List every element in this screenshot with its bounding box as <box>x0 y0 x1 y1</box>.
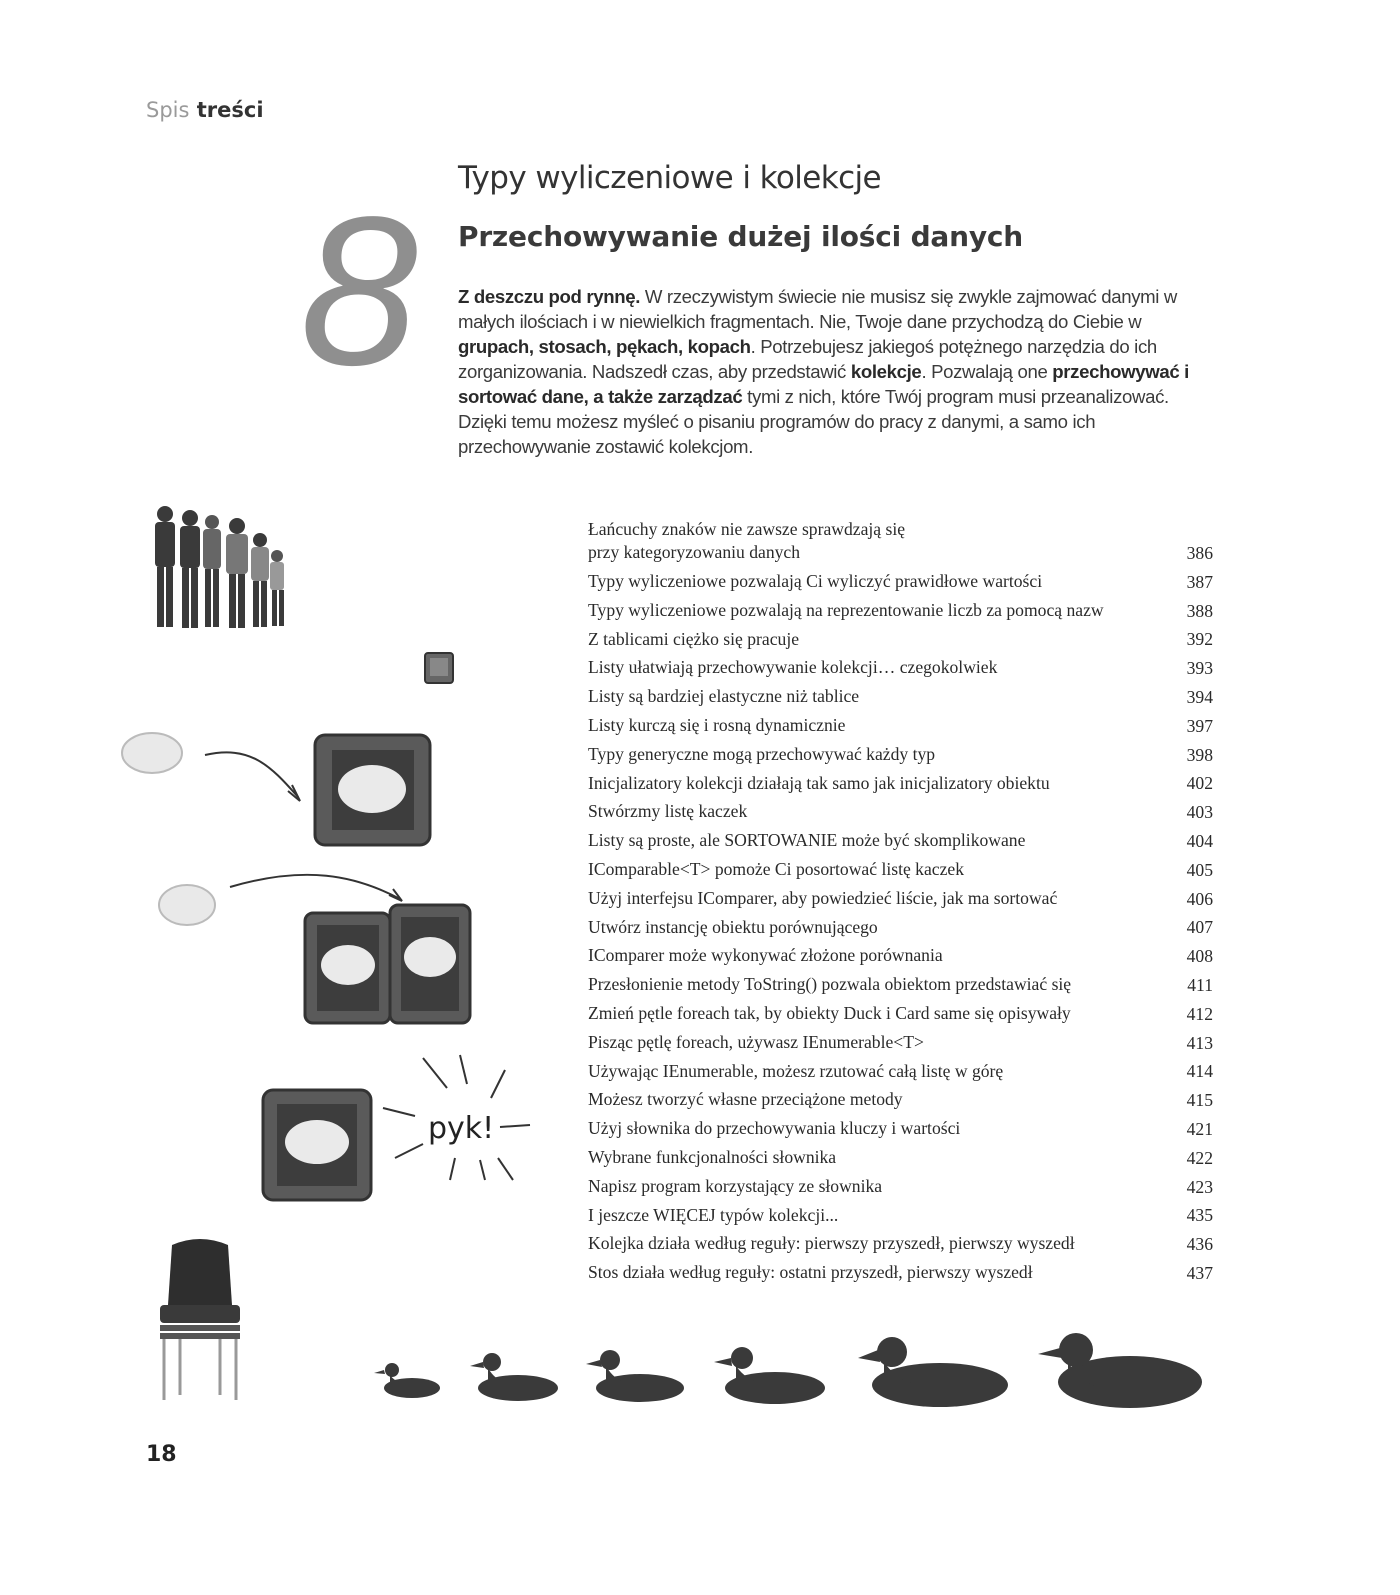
toc-entry <box>588 625 1213 654</box>
toc-entry <box>588 1085 1213 1114</box>
toc-entry-title: Utwórz instancję obiektu porównującego <box>588 916 878 937</box>
toc-entry <box>588 999 1213 1028</box>
toc-entry-page: 408 <box>1186 946 1213 967</box>
toc-entry-title: Łańcuchy znaków nie zawsze sprawdzają się przy kategoryzowaniu danych <box>588 519 906 562</box>
popping-box-illustration <box>255 1050 545 1205</box>
duck-4 <box>714 1347 825 1404</box>
toc-entry-page: 421 <box>1186 1118 1213 1139</box>
chapter-subtitle: Przechowywanie dużej ilości danych <box>458 220 1024 253</box>
toc-entry <box>588 1201 1213 1230</box>
toc-entry-page: 422 <box>1186 1147 1213 1168</box>
toc-entry-title: IComparable<T> pomoże Ci posortować listę kaczek <box>588 858 964 879</box>
toc-entry-page: 404 <box>1186 830 1213 851</box>
toc-entry-page: 403 <box>1186 802 1213 823</box>
toc-entry <box>588 797 1213 826</box>
header-word-1: Spis <box>146 98 190 122</box>
toc-entry-page: 411 <box>1187 974 1213 995</box>
toc-entry-title: Stos działa według reguły: ostatni przyszedł, pierwszy wyszedł <box>588 1262 1033 1283</box>
chapter-title: Typy wyliczeniowe i kolekcje <box>458 160 881 196</box>
toc-entry <box>588 769 1213 798</box>
toc-entry-title: Typy generyczne mogą przechowywać każdy typ <box>588 743 936 764</box>
toc-entry <box>588 1258 1213 1287</box>
toc-entry-title: Możesz tworzyć własne przeciążone metody <box>588 1089 903 1110</box>
toc-entry <box>588 1229 1213 1258</box>
toc-entry-page: 414 <box>1186 1061 1213 1082</box>
duck-3 <box>586 1350 684 1402</box>
toc-entry-page: 412 <box>1186 1003 1213 1024</box>
toc-entry-page: 435 <box>1186 1205 1213 1226</box>
header-word-2: treści <box>196 98 264 122</box>
pyk-sound-text: pyk! <box>428 1111 495 1146</box>
toc-entry-page: 437 <box>1186 1262 1213 1283</box>
toc-entry <box>588 970 1213 999</box>
running-header <box>146 98 264 122</box>
toc-entry <box>588 913 1213 942</box>
toc-entry <box>588 941 1213 970</box>
duck-2 <box>470 1353 558 1401</box>
toc-entry-title: Listy kurczą się i rosną dynamicznie <box>588 714 846 735</box>
duck-1 <box>374 1363 440 1398</box>
egg-into-box-illustration <box>120 725 470 855</box>
chapter-intro <box>458 284 1218 459</box>
intro-bold-2: kolekcje <box>850 361 922 382</box>
toc-entry-page: 392 <box>1186 629 1213 650</box>
intro-lead: Z deszczu pod rynnę. <box>458 286 641 307</box>
toc-entry-title: Używając IEnumerable, możesz rzutować całą listę w górę <box>588 1060 1004 1081</box>
toc-entry-title: Pisząc pętlę foreach, używasz IEnumerable<T> <box>588 1031 924 1052</box>
toc-entry-page: 388 <box>1186 600 1213 621</box>
toc-entry-title: Napisz program korzystający ze słownika <box>588 1175 883 1196</box>
toc-entry <box>588 1114 1213 1143</box>
toc-entry <box>588 682 1213 711</box>
duck-6 <box>1038 1333 1202 1408</box>
intro-text-3: . Pozwalają one <box>921 361 1053 382</box>
toc-entry-title: IComparer może wykonywać złożone porównania <box>588 945 943 966</box>
toc-entry-title: Zmień pętle foreach tak, by obiekty Duck i Card same się opisywały <box>588 1002 1071 1023</box>
toc-entry-title: Użyj słownika do przechowywania kluczy i wartości <box>588 1118 961 1139</box>
intro-bold-1: grupach, stosach, pękach, kopach <box>458 336 751 357</box>
toc-entry-page: 402 <box>1186 773 1213 794</box>
table-of-contents <box>588 516 1213 1287</box>
toc-entry <box>588 711 1213 740</box>
toc-entry <box>588 596 1213 625</box>
toc-entry <box>588 653 1213 682</box>
toc-entry-page: 423 <box>1186 1176 1213 1197</box>
toc-entry-title: Listy są proste, ale SORTOWANIE może być skomplikowane <box>588 830 1026 851</box>
toc-entry <box>588 567 1213 596</box>
toc-entry <box>588 1143 1213 1172</box>
egg-into-double-box-illustration <box>155 865 475 1045</box>
toc-entry-page: 393 <box>1186 658 1213 679</box>
toc-entry-title: Kolejka działa według reguły: pierwszy przyszedł, pierwszy wyszedł <box>588 1233 1075 1254</box>
people-group-illustration <box>140 500 290 645</box>
toc-entry-page: 397 <box>1186 715 1213 736</box>
toc-entry-page: 405 <box>1186 859 1213 880</box>
toc-entry-title: Inicjalizatory kolekcji działają tak samo jak inicjalizatory obiektu <box>588 772 1050 793</box>
chapter-number: 8 <box>300 172 418 409</box>
toc-entry-page: 387 <box>1186 571 1213 592</box>
intro-text-2: . Potrzebujesz jakiegoś potężnego narzędzia do ich zorganizowania. Nadszedł czas, aby przedstawić <box>458 336 1157 382</box>
toc-entry-title: Typy wyliczeniowe pozwalają na reprezentowanie liczb za pomocą nazw <box>588 599 1104 620</box>
toc-entry-page: 415 <box>1186 1090 1213 1111</box>
toc-entry <box>588 1028 1213 1057</box>
toc-entry-title: Listy ułatwiają przechowywanie kolekcji… czegokolwiek <box>588 657 998 678</box>
toc-entry-page: 406 <box>1186 888 1213 909</box>
toc-entry <box>588 1172 1213 1201</box>
intro-text-4: tymi z nich, które Twój program musi przeanalizować. Dzięki temu możesz myśleć o pisaniu programów do pracy z danymi, a samo ich przechowywanie zostawić kolekcjom. <box>458 386 1169 457</box>
toc-entry-title: Typy wyliczeniowe pozwalają Ci wyliczyć prawidłowe wartości <box>588 571 1043 591</box>
toc-entry-page: 436 <box>1186 1234 1213 1255</box>
toc-entry-title: Z tablicami ciężko się pracuje <box>588 628 800 649</box>
toc-entry <box>588 1057 1213 1086</box>
toc-entry <box>588 855 1213 884</box>
toc-entry-page: 413 <box>1186 1032 1213 1053</box>
toc-entry <box>588 884 1213 913</box>
toc-entry <box>588 740 1213 769</box>
intro-bold-3: przechowywać i sortować dane, a także zarządzać <box>458 361 1189 407</box>
toc-entry <box>588 516 1213 567</box>
toc-entry-title: Wybrane funkcjonalności słownika <box>588 1146 837 1167</box>
toc-entry-title: I jeszcze WIĘCEJ typów kolekcji... <box>588 1204 839 1225</box>
toc-entry-title: Stwórzmy listę kaczek <box>588 801 748 822</box>
stacked-chairs-illustration <box>150 1235 250 1405</box>
toc-entry-title: Listy są bardziej elastyczne niż tablice <box>588 686 860 707</box>
duck-5 <box>858 1337 1008 1407</box>
toc-entry-page: 386 <box>1186 543 1213 563</box>
toc-entry-page: 407 <box>1186 917 1213 938</box>
toc-entry-title: Użyj interfejsu IComparer, aby powiedzieć liście, jak ma sortować <box>588 887 1058 908</box>
page-number: 18 <box>146 1442 177 1467</box>
small-box-illustration <box>420 648 460 690</box>
intro-text-1: W rzeczywistym świecie nie musisz się zwykle zajmować danymi w małych ilościach i w niewielkich fragmentach. Nie, Twoje dane przychodzą do Ciebie w <box>458 286 1177 332</box>
toc-entry <box>588 826 1213 855</box>
ducks-row-illustration <box>370 1330 1210 1420</box>
toc-entry-page: 398 <box>1186 744 1213 765</box>
toc-entry-title: Przesłonienie metody ToString() pozwala obiektom przedstawiać się <box>588 974 1072 995</box>
toc-entry-page: 394 <box>1186 686 1213 707</box>
